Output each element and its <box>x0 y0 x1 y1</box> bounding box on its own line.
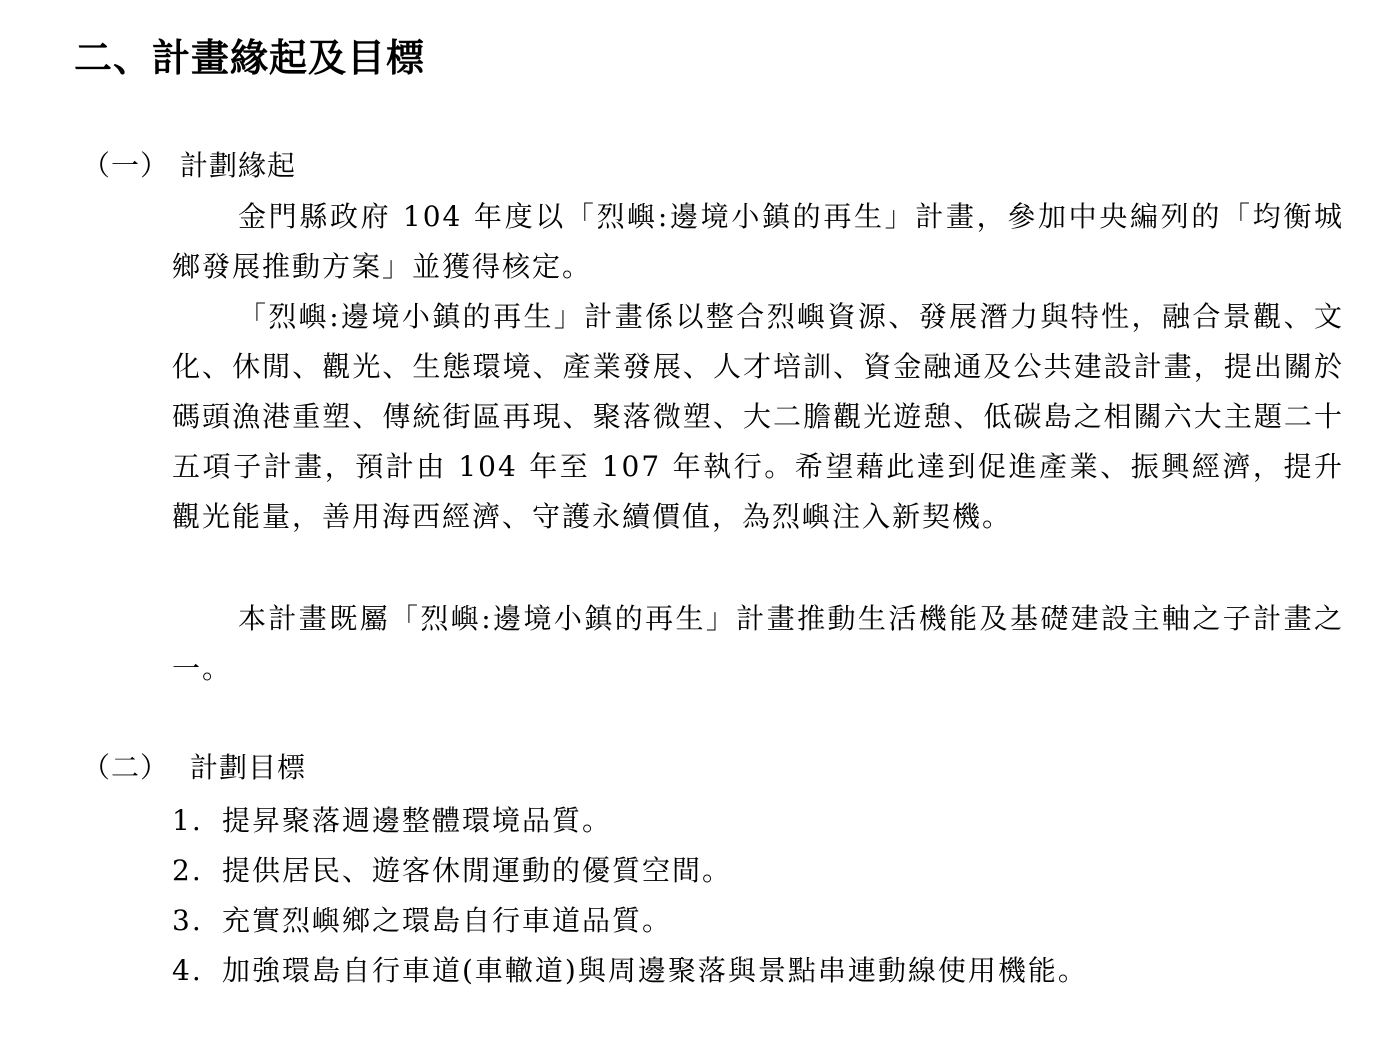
goal-number: 3. <box>172 904 203 937</box>
goal-text: 提供居民、遊客休閒運動的優質空間。 <box>222 854 733 887</box>
goal-item <box>172 896 1344 946</box>
goal-item <box>172 846 1344 896</box>
goal-list <box>172 796 1344 996</box>
section-2-title: 計劃目標 <box>190 751 307 784</box>
goal-item <box>172 796 1344 846</box>
section-2-number: （二） <box>82 751 170 784</box>
section-2-heading <box>82 748 306 788</box>
goal-number: 1. <box>172 804 203 837</box>
section-1-paragraph-1: 金門縣政府 104 年度以「烈嶼:邊境小鎮的再生」計畫，參加中央編列的「均衡城鄉發展推動方案」並獲得核定。 <box>172 200 1344 283</box>
section-1-paragraph-1-block <box>172 192 1344 292</box>
section-1-paragraph-2-block <box>172 292 1344 542</box>
section-1-heading <box>82 146 296 186</box>
goal-text: 提昇聚落週邊整體環境品質。 <box>222 804 613 837</box>
section-1-paragraph-3-block <box>172 594 1344 694</box>
main-heading: 二、計畫緣起及目標 <box>74 35 426 80</box>
section-1-title: 計劃緣起 <box>180 149 297 182</box>
section-1-paragraph-3: 本計畫既屬「烈嶼:邊境小鎮的再生」計畫推動生活機能及基礎建設主軸之子計畫之一。 <box>172 602 1344 685</box>
section-1-paragraph-2: 「烈嶼:邊境小鎮的再生」計畫係以整合烈嶼資源、發展潛力與特性，融合景觀、文化、休閒、觀光、生態環境、產業發展、人才培訓、資金融通及公共建設計畫，提出關於碼頭漁港重塑、傳統街區再現、聚落微塑、大二膽觀光遊憩、低碳島之相關六大主題二十五項子計畫，預計由 104 年至 107 年執行。希望藉此達到促進產業、振興經濟，提升觀光能量，善用海西經濟、守護永續價值，為烈嶼注入新契機。 <box>172 300 1344 533</box>
section-1-number: （一） <box>82 149 170 182</box>
goal-number: 2. <box>172 854 203 887</box>
goal-text: 充實烈嶼鄉之環島自行車道品質。 <box>222 904 673 937</box>
goal-number: 4. <box>172 954 203 987</box>
goal-text: 加強環島自行車道(車轍道)與周邊聚落與景點串連動線使用機能。 <box>222 954 1088 987</box>
goal-item <box>172 946 1344 996</box>
